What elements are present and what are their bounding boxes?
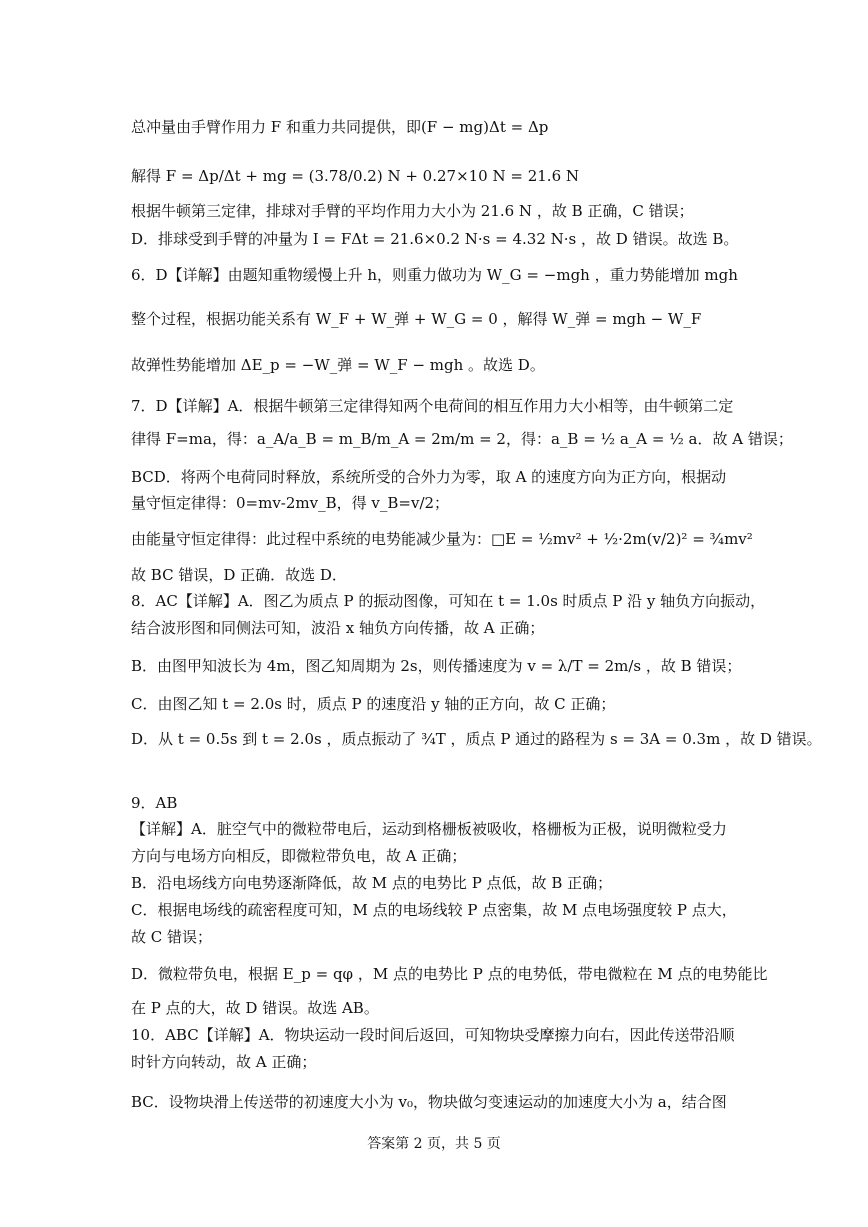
text-line: C．根据电场线的疏密程度可知，M 点的电场线较 P 点密集，故 M 点电场强度较 P 点大， (131, 901, 737, 919)
text-line: 结合波形图和同侧法可知，波沿 x 轴负方向传播，故 A 正确； (131, 619, 545, 637)
text-line: 10．ABC【详解】A．物块运动一段时间后返回，可知物块受摩擦力向右，因此传送带沿顺 (131, 1026, 735, 1044)
text-line: 9．AB (131, 794, 178, 812)
text-line: B．沿电场线方向电势逐渐降低，故 M 点的电势比 P 点低，故 B 正确； (131, 874, 613, 892)
text-line: 故 C 错误； (131, 928, 213, 946)
text-line: 时针方向转动，故 A 正确； (131, 1053, 317, 1071)
text-line: B．由图甲知波长为 4m，图乙知周期为 2s，则传播速度为 v = λ/T = 2m/s ，故 B 错误； (131, 657, 742, 675)
text-line: 方向与电场方向相反，即微粒带负电，故 A 正确； (131, 847, 467, 865)
text-line: 【详解】A．脏空气中的微粒带电后，运动到格栅板被吸收，格栅板为正极，说明微粒受力 (131, 820, 727, 838)
page-footer: 答案第 2 页，共 5 页 (367, 1136, 501, 1152)
text-line: BC．设物块滑上传送带的初速度大小为 v₀，物块做匀变速运动的加速度大小为 a，结合图 (131, 1093, 727, 1111)
text-line: 故 BC 错误，D 正确．故选 D． (131, 566, 347, 584)
text-line: 总冲量由手臂作用力 F 和重力共同提供，即(F − mg)Δt = Δp (131, 118, 549, 136)
text-line: 在 P 点的大，故 D 错误。故选 AB。 (131, 999, 379, 1017)
text-line: 6．D【详解】由题知重物缓慢上升 h，则重力做功为 W_G = −mgh ，重力势能增加 mgh (131, 266, 738, 284)
text-line: 7．D【详解】A．根据牛顿第三定律得知两个电荷间的相互作用力大小相等，由牛顿第二定 (131, 397, 734, 415)
text-line: 8．AC【详解】A．图乙为质点 P 的振动图像，可知在 t = 1.0s 时质点 P 沿 y 轴负方向振动， (131, 592, 766, 610)
text-line: C．由图乙知 t = 2.0s 时，质点 P 的速度沿 y 轴的正方向，故 C 正确； (131, 695, 616, 713)
text-line: 律得 F=ma，得：a_A/a_B = m_B/m_A = 2m/m = 2，得：a_B = ½ a_A = ½ a．故 A 错误； (131, 430, 793, 448)
text-line: 故弹性势能增加 ΔE_p = −W_弹 = W_F − mgh 。故选 D。 (131, 356, 545, 374)
text-line: D．微粒带负电，根据 E_p = qφ ，M 点的电势比 P 点的电势低，带电微粒在 M 点的电势能比 (131, 965, 768, 983)
text-line: BCD．将两个电荷同时释放，系统所受的合外力为零，取 A 的速度方向为正方向，根据动 (131, 468, 727, 486)
text-line: 解得 F = Δp/Δt + mg = (3.78/0.2) N + 0.27×10 N = 21.6 N (131, 167, 580, 185)
text-line: D．排球受到手臂的冲量为 I = FΔt = 21.6×0.2 N·s = 4.32 N·s ，故 D 错误。故选 B。 (131, 230, 739, 248)
text-line: 整个过程，根据功能关系有 W_F + W_弹 + W_G = 0 ，解得 W_弹 = mgh − W_F (131, 310, 702, 328)
text-line: 根据牛顿第三定律，排球对手臂的平均作用力大小为 21.6 N ，故 B 正确，C 错误； (131, 202, 694, 220)
text-line: 由能量守恒定律得：此过程中系统的电势能减少量为：□E = ½mv² + ½·2m(v/2)² = ¾mv² (131, 530, 753, 548)
text-line: 量守恒定律得：0=mv-2mv_B，得 v_B=v/2； (131, 494, 450, 512)
text-line: D．从 t = 0.5s 到 t = 2.0s ，质点振动了 ¾T ，质点 P 通过的路程为 s = 3A = 0.3m ，故 D 错误。 (131, 730, 822, 748)
